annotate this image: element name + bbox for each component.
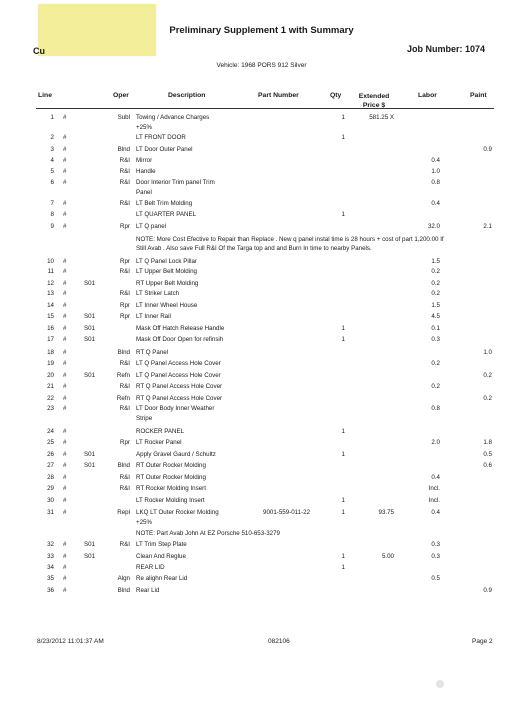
cell-hash: # — [63, 553, 67, 560]
cell-qty: 1 — [341, 497, 345, 504]
col-header-description: Description — [168, 92, 206, 99]
cell-desc: Mirror — [136, 157, 153, 164]
col-header-extended-price: Extended Price $ — [358, 93, 390, 109]
cell-line: 30 — [47, 497, 54, 504]
cell-desc: LT Inner Rail — [136, 313, 171, 320]
cell-code: S01 — [84, 280, 96, 287]
cell-line: 21 — [47, 383, 54, 390]
cell-line: 27 — [47, 462, 54, 469]
col-header-paint: Paint — [470, 92, 487, 99]
cell-ext: 581.25 X — [369, 114, 394, 121]
cell-labor: 0.2 — [431, 383, 440, 390]
cell-hash: # — [63, 200, 67, 207]
cell-hash: # — [63, 541, 67, 548]
cell-qty: 1 — [341, 451, 345, 458]
cell-oper: Rpr — [120, 258, 130, 265]
cell-hash: # — [63, 451, 67, 458]
cell-paint: 0.2 — [483, 372, 492, 379]
cell-labor: 1.5 — [431, 302, 440, 309]
cell-desc: Re alighn Rear Lid — [136, 575, 188, 582]
cell-paint: 2.1 — [483, 223, 492, 230]
page-title: Preliminary Supplement 1 with Summary — [169, 25, 354, 36]
cell-line: 16 — [47, 325, 54, 332]
cell-line: 2 — [50, 134, 54, 141]
cell-oper: R&I — [119, 179, 130, 186]
cell-line: 23 — [47, 405, 54, 412]
cell-hash: # — [63, 587, 67, 594]
cell-line: 6 — [50, 179, 54, 186]
footer-page: Page 2 — [472, 638, 493, 645]
cell-labor: 0.4 — [431, 200, 440, 207]
cell-oper: Subl — [117, 114, 130, 121]
cell-desc: Door Interior Trim panel Trim — [136, 179, 215, 186]
cell-line: 8 — [50, 211, 54, 218]
cell-hash: # — [63, 428, 67, 435]
cell-oper: Algn — [117, 575, 130, 582]
cell-hash: # — [63, 360, 67, 367]
cell-hash: # — [63, 179, 67, 186]
cell-desc: LT FRONT DOOR — [136, 134, 186, 141]
cell-desc: RT Q Panel Access Hole Cover — [136, 395, 223, 402]
cell-ext: 93.75 — [378, 509, 394, 516]
cell-desc: Mask Off Hatch Release Handle — [136, 325, 225, 332]
cell-hash: # — [63, 313, 67, 320]
cell-line: 12 — [47, 280, 54, 287]
cell-hash: # — [63, 405, 67, 412]
col-header-part-number: Part Number — [258, 92, 299, 99]
cell-desc: Handle — [136, 168, 156, 175]
job-number: Job Number: 1074 — [406, 44, 485, 54]
cell-desc: LT Door Body Inner Weather — [136, 405, 215, 412]
cell-line: 10 — [47, 258, 54, 265]
cell-labor: 0.8 — [431, 405, 440, 412]
cell-desc: RT Outer Rocker Molding — [136, 474, 206, 481]
cell-desc: LT Q Panel Access Hole Cover — [136, 360, 221, 367]
cell-desc: Apply Gravel Gaurd / Schultz — [136, 451, 216, 458]
header-divider — [36, 108, 494, 109]
cell-desc: RT Rocker Molding Insert — [136, 485, 206, 492]
cell-labor: 1.0 — [431, 168, 440, 175]
cell-qty: 1 — [341, 211, 345, 218]
cell-line: 19 — [47, 360, 54, 367]
cell-qty: 1 — [341, 564, 345, 571]
cell-hash: # — [63, 509, 67, 516]
cell-line: 1 — [50, 114, 54, 121]
cell-code: S01 — [84, 336, 96, 343]
cell-labor: 0.8 — [431, 179, 440, 186]
cell-hash: # — [63, 134, 67, 141]
cell-line: 18 — [47, 349, 54, 356]
cell-desc: RT Outer Rocker Molding — [136, 462, 206, 469]
cell-oper: Rpr — [120, 223, 130, 230]
cell-labor: 2.0 — [431, 439, 440, 446]
customer-label: Cu — [33, 46, 45, 56]
cell-oper: Blnd — [117, 587, 130, 594]
cell-line: 20 — [47, 372, 54, 379]
cell-oper: R&I — [119, 290, 130, 297]
cell-hash: # — [63, 395, 67, 402]
cell-desc: Clean And Reglue — [136, 553, 186, 560]
cell-desc: Stripe — [136, 415, 153, 422]
note-line31: NOTE: Part Avab John At EZ Porsche 510-653-3279 — [136, 530, 280, 537]
cell-qty: 1 — [341, 553, 345, 560]
scan-smudge — [436, 680, 444, 688]
cell-hash: # — [63, 439, 67, 446]
cell-desc: ROCKER PANEL — [136, 428, 185, 435]
cell-oper: R&I — [119, 485, 130, 492]
cell-line: 32 — [47, 541, 54, 548]
cell-line: 5 — [50, 168, 54, 175]
cell-oper: Rpr — [120, 313, 130, 320]
cell-line: 35 — [47, 575, 54, 582]
cell-oper: R&I — [119, 268, 130, 275]
cell-desc: LT Q Panel Lock Pillar — [136, 258, 197, 265]
cell-desc: LT Inner Wheel House — [136, 302, 198, 309]
cell-hash: # — [63, 575, 67, 582]
cell-labor: 0.3 — [431, 541, 440, 548]
cell-hash: # — [63, 349, 67, 356]
cell-desc: RT Q Panel Access Hole Cover — [136, 383, 223, 390]
cell-labor: 0.1 — [431, 325, 440, 332]
cell-labor: 0.2 — [431, 268, 440, 275]
cell-desc: +25% — [136, 124, 152, 131]
cell-labor: Incl. — [428, 485, 440, 492]
cell-line: 3 — [50, 146, 54, 153]
cell-hash: # — [63, 336, 67, 343]
cell-qty: 1 — [341, 114, 345, 121]
cell-desc: +25% — [136, 519, 152, 526]
cell-paint: 1.8 — [483, 439, 492, 446]
footer-timestamp: 8/23/2012 11:01:37 AM — [37, 638, 104, 645]
cell-desc: REAR LID — [136, 564, 165, 571]
cell-desc: LKQ LT Outer Rocker Molding — [136, 509, 219, 516]
cell-line: 36 — [47, 587, 54, 594]
cell-labor: 0.4 — [431, 474, 440, 481]
cell-desc: LT Upper Belt Molding — [136, 268, 197, 275]
cell-line: 28 — [47, 474, 54, 481]
cell-line: 13 — [47, 290, 54, 297]
cell-paint: 0.5 — [483, 451, 492, 458]
cell-oper: R&I — [119, 383, 130, 390]
cell-hash: # — [63, 302, 67, 309]
cell-line: 11 — [47, 268, 54, 275]
cell-code: S01 — [84, 553, 96, 560]
cell-hash: # — [63, 497, 67, 504]
cell-hash: # — [63, 564, 67, 571]
cell-hash: # — [63, 223, 67, 230]
cell-line: 29 — [47, 485, 54, 492]
cell-desc: LT Q Panel Access Hole Cover — [136, 372, 221, 379]
cell-line: 15 — [47, 313, 54, 320]
cell-labor: 0.3 — [431, 553, 440, 560]
cell-part: 9001-559-011-22 — [263, 509, 311, 516]
cell-hash: # — [63, 268, 67, 275]
cell-labor: 0.2 — [431, 290, 440, 297]
cell-labor: 4.5 — [431, 313, 440, 320]
cell-oper: R&I — [119, 541, 130, 548]
cell-desc: LT Rocker Panel — [136, 439, 182, 446]
cell-desc: RT Q Panel — [136, 349, 169, 356]
cell-line: 25 — [47, 439, 54, 446]
cell-oper: R&I — [119, 474, 130, 481]
cell-hash: # — [63, 485, 67, 492]
cell-qty: 1 — [341, 428, 345, 435]
cell-code: S01 — [84, 313, 96, 320]
col-header-line: Line — [38, 92, 52, 99]
cell-qty: 1 — [341, 509, 345, 516]
cell-desc: LT Rocker Molding Insert — [136, 497, 205, 504]
footer-code: 082106 — [268, 638, 290, 645]
vehicle-info: Vehicle: 1968 PORS 912 Silver — [216, 62, 307, 69]
cell-code: S01 — [84, 462, 96, 469]
cell-paint: 0.9 — [483, 587, 492, 594]
cell-paint: 0.6 — [483, 462, 492, 469]
cell-labor: 0.5 — [431, 575, 440, 582]
cell-hash: # — [63, 211, 67, 218]
cell-line: 22 — [47, 395, 54, 402]
cell-paint: 0.9 — [483, 146, 492, 153]
cell-qty: 1 — [341, 134, 345, 141]
cell-hash: # — [63, 474, 67, 481]
cell-labor: 1.5 — [431, 258, 440, 265]
col-header-oper: Oper — [113, 92, 129, 99]
cell-code: S01 — [84, 325, 96, 332]
cell-code: S01 — [84, 451, 96, 458]
cell-desc: LT Q panel — [136, 223, 167, 230]
cell-line: 9 — [50, 223, 54, 230]
cell-oper: Refn — [116, 395, 130, 402]
cell-oper: Rpr — [120, 302, 130, 309]
cell-qty: 1 — [341, 336, 345, 343]
cell-desc: Towing / Advance Charges — [136, 114, 210, 121]
cell-desc: LT QUARTER PANEL — [136, 211, 197, 218]
cell-oper: Blnd — [117, 146, 130, 153]
cell-oper: R&I — [119, 405, 130, 412]
cell-labor: 0.4 — [431, 157, 440, 164]
cell-hash: # — [63, 280, 67, 287]
cell-oper: Repl — [117, 509, 130, 516]
cell-desc: Rear Lid — [136, 587, 160, 594]
cell-oper: Rpr — [120, 439, 130, 446]
cell-line: 24 — [47, 428, 54, 435]
cell-desc: LT Striker Latch — [136, 290, 180, 297]
cell-oper: R&I — [119, 200, 130, 207]
cell-desc: LT Trim Step Plate — [136, 541, 187, 548]
cell-paint: 1.0 — [483, 349, 492, 356]
note-line9-b: Still Avab . Also save Full R&I Of the Targa top and and Burn In time to nearby Panels. — [136, 245, 372, 252]
cell-hash: # — [63, 258, 67, 265]
cell-hash: # — [63, 146, 67, 153]
cell-oper: Blnd — [117, 349, 130, 356]
cell-hash: # — [63, 383, 67, 390]
cell-oper: R&I — [119, 168, 130, 175]
cell-line: 7 — [50, 200, 54, 207]
cell-line: 17 — [47, 336, 54, 343]
cell-labor: Incl. — [428, 497, 440, 504]
cell-hash: # — [63, 462, 67, 469]
cell-desc: Panel — [136, 189, 152, 196]
cell-desc: LT Belt Trim Molding — [136, 200, 193, 207]
cell-labor: 0.4 — [431, 509, 440, 516]
cell-desc: LT Door Outer Panel — [136, 146, 193, 153]
cell-oper: R&I — [119, 157, 130, 164]
cell-code: S01 — [84, 541, 96, 548]
cell-qty: 1 — [341, 325, 345, 332]
cell-line: 33 — [47, 553, 54, 560]
col-header-labor: Labor — [418, 92, 437, 99]
cell-hash: # — [63, 114, 67, 121]
cell-hash: # — [63, 325, 67, 332]
cell-hash: # — [63, 372, 67, 379]
cell-line: 34 — [47, 564, 54, 571]
cell-ext: 5.00 — [381, 553, 394, 560]
cell-labor: 32.0 — [427, 223, 440, 230]
cell-hash: # — [63, 290, 67, 297]
cell-labor: 0.3 — [431, 336, 440, 343]
col-header-qty: Qty — [330, 92, 342, 99]
cell-oper: R&I — [119, 360, 130, 367]
cell-line: 31 — [47, 509, 54, 516]
cell-labor: 0.2 — [431, 280, 440, 287]
cell-line: 14 — [47, 302, 54, 309]
cell-hash: # — [63, 157, 67, 164]
cell-desc: Mask Off Door Open for refinsih — [136, 336, 224, 343]
cell-line: 4 — [50, 157, 54, 164]
cell-paint: 0.2 — [483, 395, 492, 402]
cell-code: S01 — [84, 372, 96, 379]
cell-labor: 0.2 — [431, 360, 440, 367]
cell-oper: Refn — [116, 372, 130, 379]
cell-line: 26 — [47, 451, 54, 458]
note-line9-a: NOTE: More Cost Efective to Repair than Replace . New q panel instal time is 28 hours + cost of part 1,200.00 If — [136, 236, 444, 243]
cell-oper: Blnd — [117, 462, 130, 469]
cell-hash: # — [63, 168, 67, 175]
cell-desc: RT Upper Belt Molding — [136, 280, 199, 287]
